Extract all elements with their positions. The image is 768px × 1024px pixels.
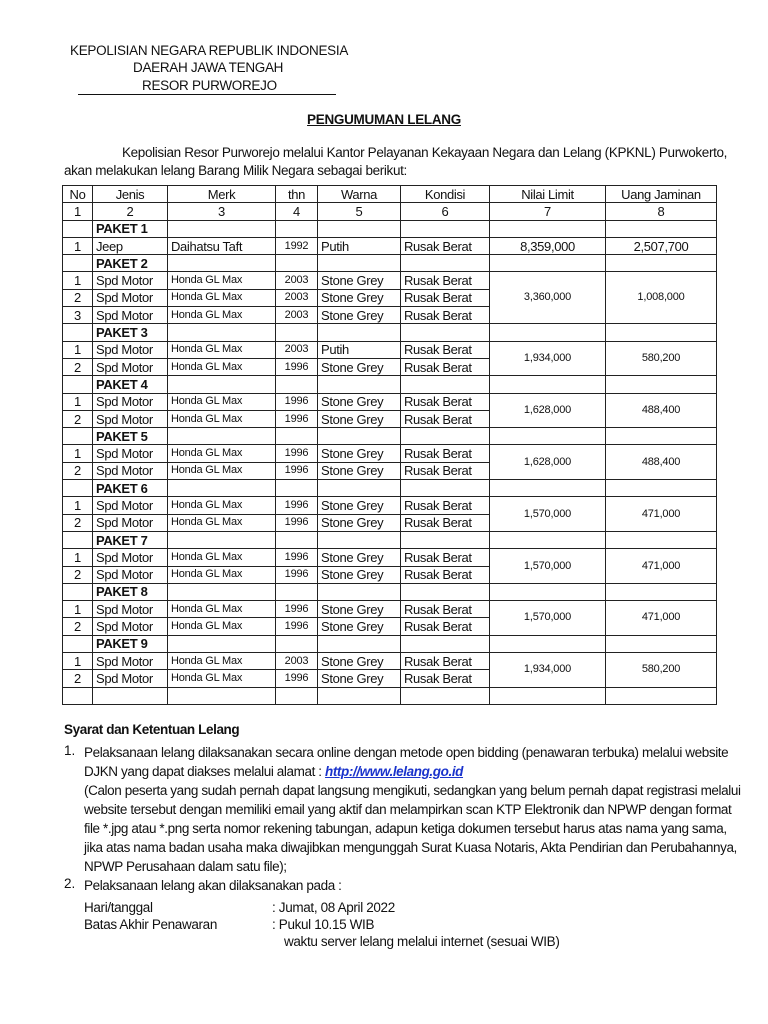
item-jenis: Spd Motor [93,670,168,687]
empty-cell [276,687,318,704]
column-number: 2 [93,203,168,220]
empty-cell [276,255,318,272]
empty-cell [168,428,276,445]
item-jenis: Spd Motor [93,514,168,531]
uang-jaminan: 1,008,000 [606,272,717,324]
table-row [63,272,717,289]
item-jenis: Spd Motor [93,341,168,358]
term-2-text: Pelaksanaan lelang akan dilaksanakan pada : [84,878,342,893]
empty-cell [276,635,318,652]
empty-cell [63,324,93,341]
column-number: 4 [276,203,318,220]
term-1-note-5: NPWP Perusahaan dalam satu file); [84,859,287,874]
empty-cell [401,635,490,652]
empty-cell [490,428,606,445]
package-row [63,583,717,600]
item-no: 1 [63,272,93,289]
empty-cell [318,583,401,600]
empty-cell [276,583,318,600]
empty-cell [606,480,717,497]
item-kondisi: Rusak Berat [401,653,490,670]
item-merk: Honda GL Max [168,289,276,306]
item-jenis: Spd Motor [93,462,168,479]
term-1-number: 1. [64,743,76,758]
column-header: thn [276,186,318,203]
server-time-note: waktu server lelang melalui internet (sesuai WIB) [284,934,560,949]
item-thn: 1996 [276,445,318,462]
package-row [63,480,717,497]
empty-cell [606,255,717,272]
item-kondisi: Rusak Berat [401,670,490,687]
item-merk: Honda GL Max [168,514,276,531]
empty-cell [168,220,276,237]
empty-cell [63,687,93,704]
empty-cell [168,635,276,652]
empty-cell [318,324,401,341]
empty-cell [401,324,490,341]
item-warna: Stone Grey [318,462,401,479]
item-no: 2 [63,410,93,427]
empty-cell [401,220,490,237]
package-label: PAKET 1 [93,220,168,237]
empty-cell [318,428,401,445]
item-thn: 2003 [276,307,318,324]
empty-cell [168,255,276,272]
column-number: 8 [606,203,717,220]
item-kondisi: Rusak Berat [401,601,490,618]
column-number: 1 [63,203,93,220]
package-label: PAKET 4 [93,376,168,393]
empty-cell [490,376,606,393]
item-warna: Stone Grey [318,601,401,618]
table-row [63,601,717,618]
item-no: 2 [63,462,93,479]
header-row [63,186,717,203]
nilai-limit: 1,570,000 [490,549,606,584]
item-thn: 2003 [276,272,318,289]
item-jenis: Spd Motor [93,549,168,566]
uang-jaminan: 2,507,700 [606,237,717,254]
column-number: 7 [490,203,606,220]
column-header: Nilai Limit [490,186,606,203]
item-thn: 1996 [276,514,318,531]
item-warna: Stone Grey [318,393,401,410]
item-no: 2 [63,514,93,531]
empty-cell [63,480,93,497]
empty-cell [490,480,606,497]
package-label: PAKET 3 [93,324,168,341]
nilai-limit: 1,628,000 [490,445,606,480]
package-row [63,376,717,393]
term-1-note-4: jika atas nama badan usaha maka diwajibkan mengunggah Surat Kuasa Notaris, Akta Pendirian dan Perubahannya, [84,840,737,855]
item-kondisi: Rusak Berat [401,393,490,410]
nilai-limit: 1,570,000 [490,601,606,636]
nilai-limit: 3,360,000 [490,272,606,324]
empty-cell [63,583,93,600]
empty-cell [63,635,93,652]
item-warna: Stone Grey [318,618,401,635]
empty-cell [318,635,401,652]
column-header: Jenis [93,186,168,203]
letterhead-line-2: DAERAH JAWA TENGAH [133,60,284,75]
package-row [63,324,717,341]
terms-heading: Syarat dan Ketentuan Lelang [64,722,240,737]
item-kondisi: Rusak Berat [401,618,490,635]
column-header: Merk [168,186,276,203]
item-merk: Honda GL Max [168,653,276,670]
item-warna: Stone Grey [318,445,401,462]
item-no: 2 [63,358,93,375]
table-row [63,237,717,254]
item-kondisi: Rusak Berat [401,358,490,375]
item-jenis: Spd Motor [93,445,168,462]
item-jenis: Spd Motor [93,653,168,670]
package-label: PAKET 9 [93,635,168,652]
empty-cell [318,220,401,237]
empty-cell [318,376,401,393]
item-jenis: Spd Motor [93,410,168,427]
page-title: PENGUMUMAN LELANG [307,112,461,127]
empty-cell [63,531,93,548]
empty-cell [63,428,93,445]
uang-jaminan: 580,200 [606,341,717,376]
empty-cell [168,531,276,548]
uang-jaminan: 488,400 [606,445,717,480]
item-no: 2 [63,566,93,583]
item-merk: Honda GL Max [168,410,276,427]
batas-akhir-value: : Pukul 10.15 WIB [272,917,375,932]
item-kondisi: Rusak Berat [401,514,490,531]
item-warna: Stone Grey [318,566,401,583]
package-label: PAKET 8 [93,583,168,600]
item-merk: Honda GL Max [168,307,276,324]
item-kondisi: Rusak Berat [401,410,490,427]
empty-cell [168,376,276,393]
empty-cell [401,428,490,445]
item-kondisi: Rusak Berat [401,445,490,462]
item-thn: 1996 [276,393,318,410]
item-no: 2 [63,289,93,306]
column-header: Warna [318,186,401,203]
item-warna: Stone Grey [318,670,401,687]
empty-cell [606,376,717,393]
letterhead-line-3: RESOR PURWOREJO [142,78,277,93]
term-1-line-2 [84,762,744,781]
item-merk: Daihatsu Taft [168,237,276,254]
item-no: 3 [63,307,93,324]
item-thn: 1996 [276,410,318,427]
empty-cell [93,687,168,704]
nilai-limit: 8,359,000 [490,237,606,254]
empty-cell [490,324,606,341]
item-no: 1 [63,549,93,566]
item-thn: 1996 [276,601,318,618]
term-1-note-3: file *.jpg atau *.png serta nomor rekening tabungan, adapun ketiga dokumen tersebut harus atas nama yang sama, [84,821,727,836]
package-row [63,635,717,652]
empty-cell [318,687,401,704]
item-merk: Honda GL Max [168,272,276,289]
column-header: No [63,186,93,203]
item-warna: Stone Grey [318,653,401,670]
column-header: Uang Jaminan [606,186,717,203]
item-warna: Stone Grey [318,514,401,531]
hari-tanggal-value: : Jumat, 08 April 2022 [272,900,395,915]
empty-cell [276,480,318,497]
item-warna: Stone Grey [318,272,401,289]
item-no: 1 [63,497,93,514]
auction-items-table [62,185,717,705]
empty-cell [276,324,318,341]
item-jenis: Spd Motor [93,566,168,583]
item-thn: 2003 [276,653,318,670]
empty-cell [63,220,93,237]
item-thn: 1996 [276,549,318,566]
item-kondisi: Rusak Berat [401,272,490,289]
package-row [63,531,717,548]
item-no: 1 [63,237,93,254]
empty-cell [606,324,717,341]
item-warna: Stone Grey [318,358,401,375]
empty-cell [401,376,490,393]
item-jenis: Spd Motor [93,497,168,514]
item-no: 1 [63,341,93,358]
lelang-website-link[interactable]: http://www.lelang.go.id [324,764,464,779]
empty-cell [606,220,717,237]
package-label: PAKET 2 [93,255,168,272]
item-merk: Honda GL Max [168,341,276,358]
empty-cell [276,428,318,445]
package-row [63,220,717,237]
empty-cell [401,583,490,600]
item-no: 1 [63,445,93,462]
empty-cell [318,255,401,272]
column-header: Kondisi [401,186,490,203]
empty-cell [490,531,606,548]
item-merk: Honda GL Max [168,566,276,583]
empty-cell [276,531,318,548]
empty-cell [490,635,606,652]
empty-cell [401,687,490,704]
package-row [63,255,717,272]
item-no: 1 [63,653,93,670]
batas-akhir-label: Batas Akhir Penawaran [84,917,217,932]
empty-cell [63,376,93,393]
term-1-line-1: Pelaksanaan lelang dilaksanakan secara online dengan metode open bidding (penawaran terbuka) melalui website [84,745,729,760]
package-label: PAKET 6 [93,480,168,497]
item-jenis: Jeep [93,237,168,254]
empty-cell [168,687,276,704]
item-no: 1 [63,393,93,410]
item-thn: 1996 [276,462,318,479]
item-merk: Honda GL Max [168,549,276,566]
empty-cell [606,583,717,600]
empty-row [63,687,717,704]
item-warna: Putih [318,341,401,358]
uang-jaminan: 471,000 [606,497,717,532]
empty-cell [168,324,276,341]
item-merk: Honda GL Max [168,601,276,618]
column-number: 5 [318,203,401,220]
item-thn: 1992 [276,237,318,254]
empty-cell [168,480,276,497]
column-number-row [63,203,717,220]
item-merk: Honda GL Max [168,445,276,462]
empty-cell [276,376,318,393]
item-warna: Stone Grey [318,410,401,427]
item-merk: Honda GL Max [168,393,276,410]
item-jenis: Spd Motor [93,618,168,635]
package-label: PAKET 7 [93,531,168,548]
uang-jaminan: 580,200 [606,653,717,688]
uang-jaminan: 471,000 [606,549,717,584]
empty-cell [490,583,606,600]
item-kondisi: Rusak Berat [401,497,490,514]
item-kondisi: Rusak Berat [401,237,490,254]
item-warna: Stone Grey [318,549,401,566]
empty-cell [606,428,717,445]
table-row [63,445,717,462]
item-thn: 2003 [276,341,318,358]
term-1 [84,743,744,876]
item-merk: Honda GL Max [168,358,276,375]
table-row [63,549,717,566]
term-1-note-2: website tersebut dengan memiliki email yang aktif dan melampirkan scan KTP Elektronik dan NPWP dengan format [84,802,732,817]
item-thn: 1996 [276,497,318,514]
item-merk: Honda GL Max [168,618,276,635]
item-kondisi: Rusak Berat [401,307,490,324]
item-kondisi: Rusak Berat [401,289,490,306]
intro-line-1: Kepolisian Resor Purworejo melalui Kantor Pelayanan Kekayaan Negara dan Lelang (KPKNL) Purwokerto, [122,145,728,160]
uang-jaminan: 471,000 [606,601,717,636]
item-jenis: Spd Motor [93,272,168,289]
item-jenis: Spd Motor [93,358,168,375]
item-merk: Honda GL Max [168,670,276,687]
empty-cell [401,480,490,497]
item-warna: Putih [318,237,401,254]
empty-cell [401,531,490,548]
item-no: 2 [63,670,93,687]
item-no: 1 [63,601,93,618]
item-jenis: Spd Motor [93,289,168,306]
item-merk: Honda GL Max [168,462,276,479]
item-thn: 1996 [276,670,318,687]
empty-cell [490,687,606,704]
empty-cell [606,687,717,704]
column-number: 3 [168,203,276,220]
uang-jaminan: 488,400 [606,393,717,428]
item-jenis: Spd Motor [93,601,168,618]
letterhead-divider [78,94,336,95]
term-1-line-2-text: DJKN yang dapat diakses melalui alamat : [84,764,325,779]
letterhead-line-1: KEPOLISIAN NEGARA REPUBLIK INDONESIA [70,43,349,58]
item-thn: 1996 [276,566,318,583]
empty-cell [318,480,401,497]
nilai-limit: 1,934,000 [490,341,606,376]
item-kondisi: Rusak Berat [401,549,490,566]
item-merk: Honda GL Max [168,497,276,514]
intro-line-2: akan melakukan lelang Barang Milik Negara sebagai berikut: [64,163,407,178]
table-row [63,341,717,358]
table-row [63,497,717,514]
term-2-number: 2. [64,876,76,891]
item-kondisi: Rusak Berat [401,566,490,583]
table-row [63,393,717,410]
package-label: PAKET 5 [93,428,168,445]
item-kondisi: Rusak Berat [401,462,490,479]
empty-cell [168,583,276,600]
item-thn: 1996 [276,618,318,635]
package-row [63,428,717,445]
nilai-limit: 1,628,000 [490,393,606,428]
nilai-limit: 1,570,000 [490,497,606,532]
item-jenis: Spd Motor [93,393,168,410]
item-kondisi: Rusak Berat [401,341,490,358]
nilai-limit: 1,934,000 [490,653,606,688]
item-warna: Stone Grey [318,307,401,324]
empty-cell [490,255,606,272]
item-jenis: Spd Motor [93,307,168,324]
empty-cell [276,220,318,237]
empty-cell [606,635,717,652]
empty-cell [63,255,93,272]
term-1-note-1: (Calon peserta yang sudah pernah dapat langsung mengikuti, sedangkan yang belum pernah dapat registrasi melalui [84,783,741,798]
table-row [63,653,717,670]
column-number: 6 [401,203,490,220]
hari-tanggal-label: Hari/tanggal [84,900,153,915]
empty-cell [490,220,606,237]
empty-cell [401,255,490,272]
item-thn: 1996 [276,358,318,375]
empty-cell [606,531,717,548]
item-warna: Stone Grey [318,289,401,306]
empty-cell [318,531,401,548]
item-warna: Stone Grey [318,497,401,514]
item-thn: 2003 [276,289,318,306]
item-no: 2 [63,618,93,635]
